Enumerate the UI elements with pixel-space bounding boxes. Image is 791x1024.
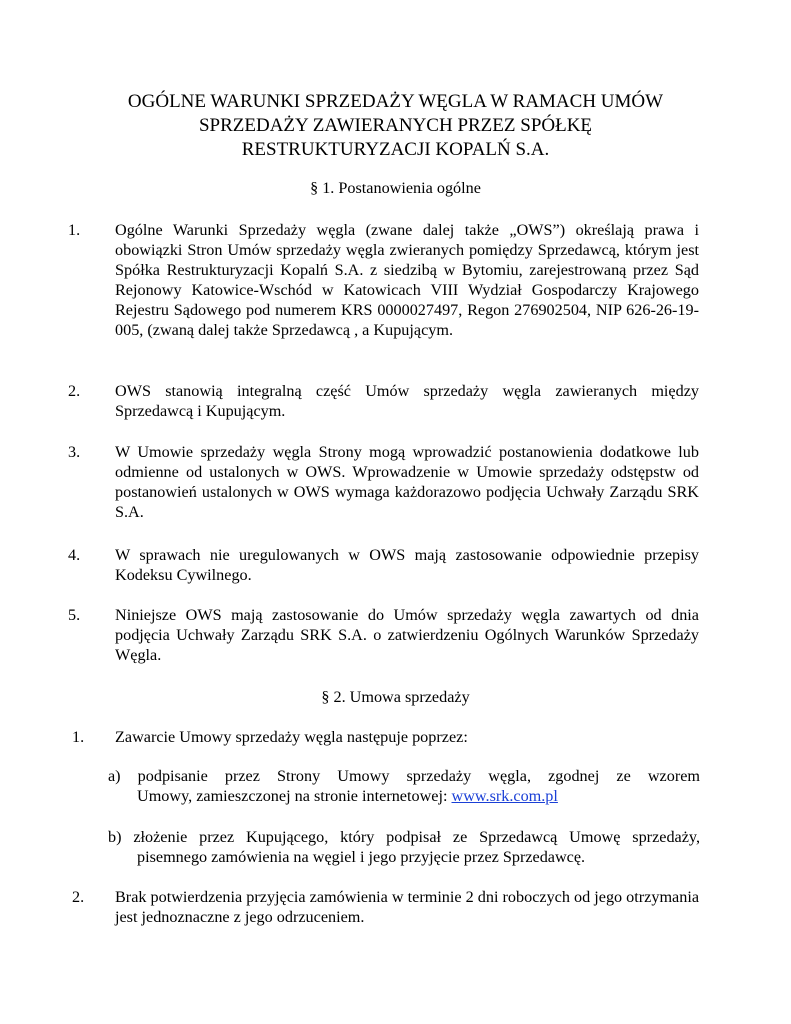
section-1-heading: § 1. Postanowienia ogólne bbox=[310, 179, 481, 197]
item-number: 4. bbox=[68, 546, 81, 564]
sub-item-b bbox=[108, 827, 700, 867]
item-number: 1. bbox=[68, 221, 81, 239]
item-number: 5. bbox=[68, 606, 81, 624]
sub-item-a bbox=[108, 766, 700, 806]
srk-website-link[interactable]: www.srk.com.pl bbox=[451, 787, 558, 805]
item-text: W sprawach nie uregulowanych w OWS mają zastosowanie odpowiednie przepisy Kodeksu Cywilnego. bbox=[115, 546, 699, 584]
item-text: W Umowie sprzedaży węgla Strony mogą wprowadzić postanowienia dodatkowe lub odmienne od ustalonych w OWS. Wprowadzenie w Umowie sprzedaży odstępstw od postanowień ustalonych w OWS wymaga każdorazowo podjęcia Uchwały Zarządu SRK S.A. bbox=[115, 443, 699, 521]
sub-item-a-line-2 bbox=[108, 786, 700, 806]
title-line-2: SPRZEDAŻY ZAWIERANYCH PRZEZ SPÓŁKĘ bbox=[198, 115, 593, 136]
title-line-1: OGÓLNE WARUNKI SPRZEDAŻY WĘGLA W RAMACH UMÓW bbox=[127, 91, 664, 112]
sub-item-b-line-2: pisemnego zamówienia na węgiel i jego przyjęcie przez Sprzedawcę. bbox=[137, 848, 586, 866]
item-text: Brak potwierdzenia przyjęcia zamówienia w terminie 2 dni roboczych od jego otrzymania jest jednoznaczne z jego odrzuceniem. bbox=[115, 888, 699, 926]
item-text: Niniejsze OWS mają zastosowanie do Umów sprzedaży węgla zawartych od dnia podjęcia Uchwały Zarządu SRK S.A. o zatwierdzeniu Ogólnych Warunków Sprzedaży Węgla. bbox=[115, 606, 699, 664]
sub-item-a-line-2-text: Umowy, zamieszczonej na stronie internetowej: bbox=[137, 787, 452, 805]
item-number: 2. bbox=[72, 888, 85, 906]
item-text: Ogólne Warunki Sprzedaży węgla (zwane dalej także „OWS”) określają prawa i obowiązki Stron Umów sprzedaży węgla zwieranych pomiędzy Sprzedawcą, którym jest Spółka Restrukturyzacji Kopalń S.A. z siedzibą w Bytomiu, zarejestrowaną przez Sąd Rejonowy Katowice-Wschód w Katowicach VIII Wydział Gospodarczy Krajowego Rejestru Sądowego pod numerem KRS 0000027497, Regon 276902504, NIP 626-26-19-005, (zwaną dalej także Sprzedawcą , a Kupującym. bbox=[115, 221, 699, 339]
sub-item-a-line-1: a) podpisanie przez Strony Umowy sprzedaży węgla, zgodnej ze wzorem bbox=[108, 767, 700, 785]
item-number: 3. bbox=[68, 443, 81, 461]
item-number: 2. bbox=[68, 382, 81, 400]
title-line-3: RESTRUKTURYZACJI KOPALŃ S.A. bbox=[241, 139, 550, 160]
section-2-heading: § 2. Umowa sprzedaży bbox=[321, 688, 470, 706]
item-text: Zawarcie Umowy sprzedaży węgla następuje poprzez: bbox=[115, 728, 468, 746]
item-number: 1. bbox=[72, 728, 85, 746]
document-title bbox=[60, 90, 731, 162]
item-text: OWS stanowią integralną część Umów sprzedaży węgla zawieranych między Sprzedawcą i Kupującym. bbox=[115, 382, 699, 420]
sub-item-b-line-1: b) złożenie przez Kupującego, który podpisał ze Sprzedawcą Umowę sprzedaży, bbox=[108, 828, 700, 846]
